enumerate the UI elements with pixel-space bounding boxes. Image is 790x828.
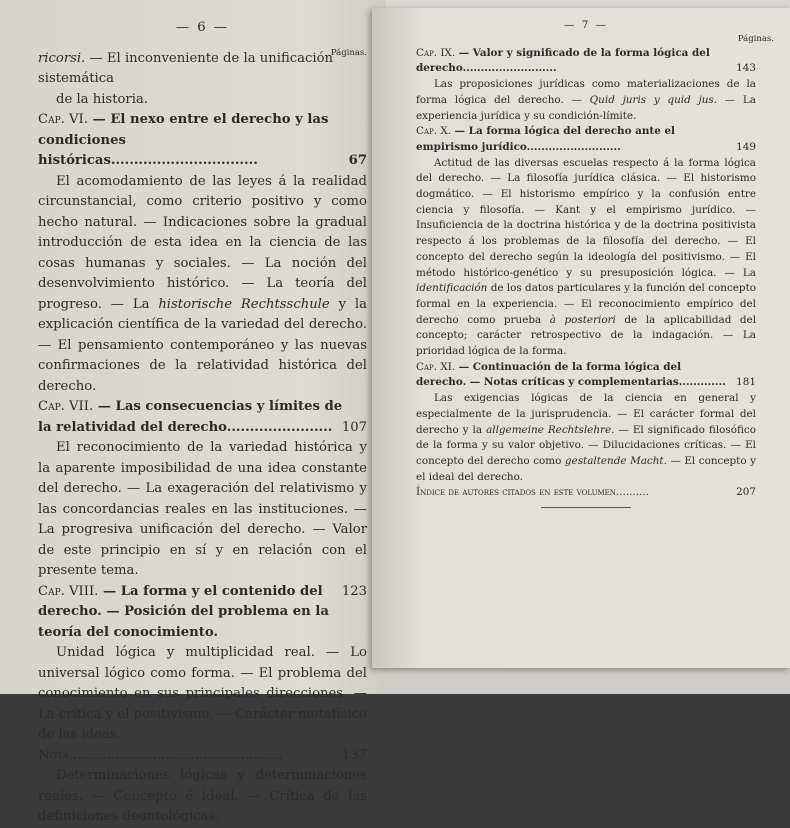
chapter-11-heading: Cap. XI. — Continuación de la forma lógica del derecho. — Notas críticas y complementarias............. 181 bbox=[416, 360, 756, 391]
chapter-10-page: 149 bbox=[736, 140, 756, 153]
chapter-6-page: 67 bbox=[348, 153, 367, 168]
chapter-6-heading: Cap. VI. — El nexo entre el derecho y las condiciones bbox=[38, 112, 329, 148]
chapter-11-summary: Las exigencias lógicas de la ciencia en general y especialmente de la jurisprudencia. — El carácter formal del derecho y la allgemeine Rechtslehre. — El significado filosófico de la forma y su valor objetivo. — Dilucidaciones críticas. — El concepto del derecho como gestaltende Macht. — El concepto y el ideal del derecho. bbox=[416, 392, 757, 483]
chapter-6-summary: El acomodamiento de las leyes á la realidad circunstancial, como criterio positivo y como hecho natural. — Indicaciones sobre la gradual introducción de esta idea en la ciencia de las cosas humanas y sociales. — La noción del desenvolvimiento histórico. — La teoría del progreso. — La historische Rechtsschule y la explicación científica de la variedad del derecho. — El pensamiento contemporáneo y las nuevas confirmaciones de la relatividad histórica del derecho. bbox=[38, 173, 367, 394]
chapter-7-heading: Cap. VII. — Las consecuencias y límites de la relatividad del derecho....................... 107 bbox=[38, 397, 367, 438]
entry-continuation: ricorsi. — El inconveniente de la unificación sistemática bbox=[38, 50, 334, 86]
index-page: 207 bbox=[736, 486, 756, 499]
chapter-8-heading: Cap. VIII. — La forma y el contenido del derecho. — Posición del problema en la teoría del conocimiento. 123 bbox=[38, 583, 367, 640]
chapter-6-heading-2: históricas................................ 67 bbox=[38, 151, 367, 172]
left-page bbox=[0, 0, 385, 824]
chapter-9-heading: Cap. IX. — Valor y significado de la forma lógica del derecho.......................... 143 bbox=[416, 46, 756, 77]
page-number: — 6 — bbox=[175, 20, 230, 35]
right-page bbox=[372, 8, 790, 668]
chapter-7-page: 107 bbox=[341, 419, 367, 435]
nota-summary: Determinaciones lógicas y determinaciones reales. — Concepto é ideal. — Crítica de las definiciones deontológicas. bbox=[38, 768, 367, 824]
nota-page: 137 bbox=[341, 747, 367, 763]
page-number: — 7 — bbox=[564, 19, 608, 31]
chapter-7-summary: El reconocimiento de la variedad histórica y la aparente imposibilidad de una idea constante del derecho. — La exageración del relativismo y las concordancias reales en las instituciones. — La progresiva unificación del derecho. — Valor de este principio en sí y en relación con el presente tema. bbox=[38, 440, 367, 578]
pages-header: Páginas. bbox=[330, 47, 367, 58]
chapter-10-heading: Cap. X. — La forma lógica del derecho ante el empirismo jurídico.......................... 149 bbox=[416, 124, 756, 155]
chapter-8-summary: Unidad lógica y multiplicidad real. — Lo universal lógico como forma. — El problema del conocimiento en sus principales direcciones. — La crítica y el positivismo. — Carácter metafísico de las ideas. bbox=[38, 645, 367, 742]
entry-continuation-2: de la historia. bbox=[56, 91, 149, 107]
chapter-11-page: 181 bbox=[736, 376, 756, 389]
chapter-8-page: 123 bbox=[341, 583, 367, 599]
closing-rule bbox=[541, 507, 631, 508]
chapter-9-page: 143 bbox=[736, 62, 756, 75]
chapter-10-summary: Actitud de las diversas escuelas respecto á la forma lógica del derecho. — La filosofía jurídica clásica. — El historismo dogmático. — El historismo empírico y la confusión entre ciencia y filosofía. — Kant y el empirismo jurídico. — Insuficiencia de la doctrina histórica y de la doctrina positivista respecto á los problemas de la filosofía del derecho. — El concepto del derecho según la ideología del positivismo. — El método histórico-genético y su presuposición lógica. — La identificación de los datos particulares y la función del concepto formal en la experiencia. — El reconocimiento empírico del derecho como prueba à posteriori de la aplicabilidad del concepto; carácter retrospectivo de la indagación. — La prioridad lógica de la forma. bbox=[416, 156, 757, 358]
chapter-9-summary: Las proposiciones jurídicas como materializaciones de la forma lógica del derecho. — Quid juris y quid jus. — La experiencia jurídica y su condición-límite. bbox=[416, 78, 756, 122]
index-entry: Índice de autores citados en este volumen.......... 207 bbox=[416, 485, 756, 501]
pages-header: Páginas. bbox=[737, 33, 774, 44]
nota-heading: Nota................................................... 137 bbox=[38, 746, 367, 767]
